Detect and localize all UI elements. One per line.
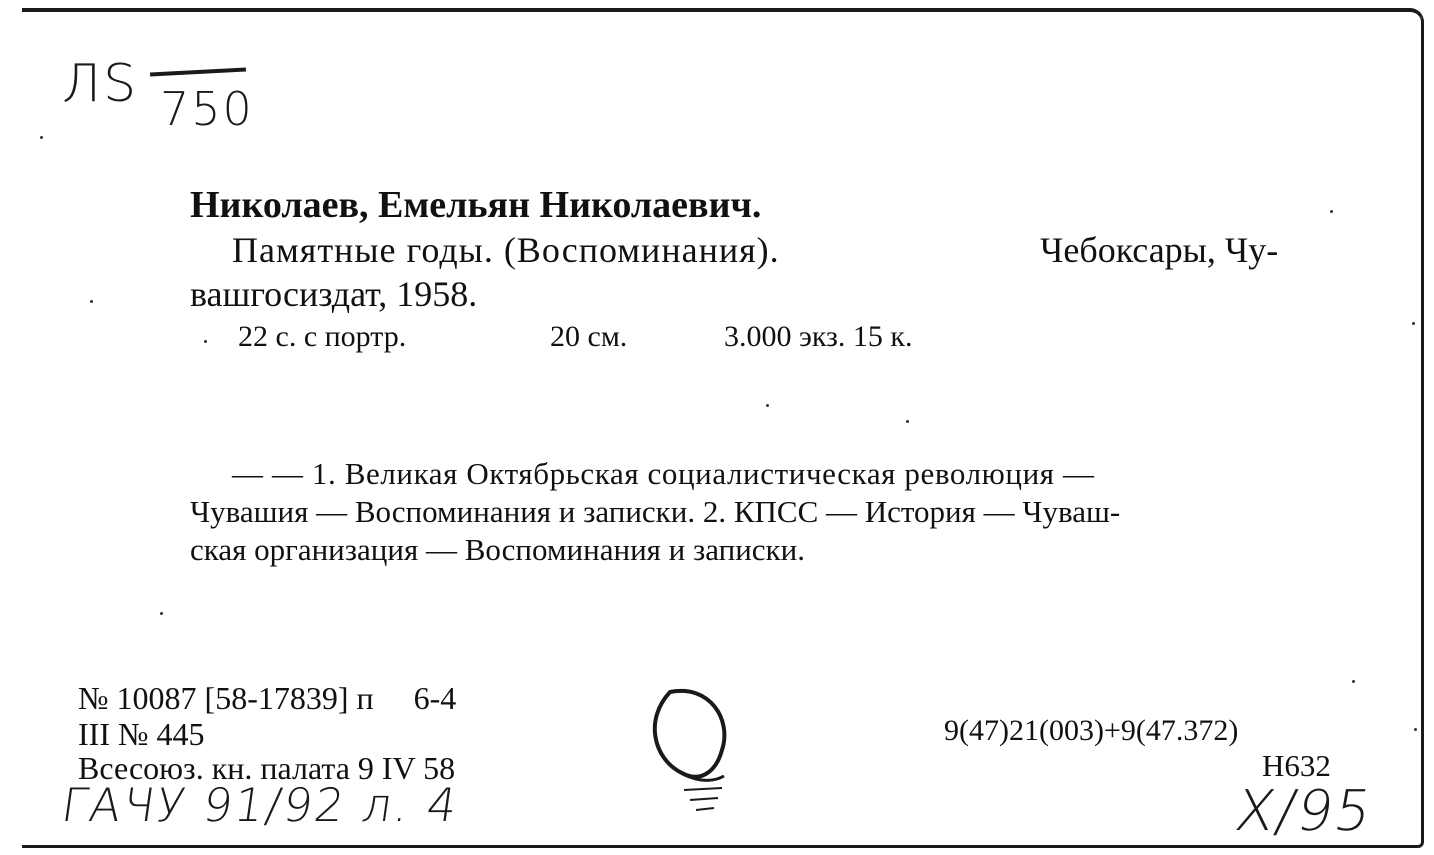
- subject-line-3: ская организация — Воспоминания и записки.: [190, 532, 805, 567]
- footer-chamber-line: Всесоюз. кн. палата 9 IV 58: [78, 750, 456, 786]
- scan-speck: [204, 340, 207, 343]
- physical-pages: 22 с. с портр.: [238, 320, 407, 353]
- scan-speck: [90, 300, 93, 303]
- scan-speck: [1412, 322, 1415, 325]
- scan-speck: [1352, 680, 1355, 683]
- scan-speck: [906, 420, 909, 423]
- teardrop-stamp-icon: [640, 680, 760, 830]
- scan-speck: [40, 136, 43, 139]
- footer-number-line: № 10087 [58-17839] п 6-4: [78, 680, 457, 716]
- handwritten-prefix: ЛS: [62, 54, 139, 114]
- physical-copies-price: 3.000 экз. 15 к.: [724, 320, 913, 353]
- classification-code: 9(47)21(003)+9(47.372): [944, 714, 1239, 747]
- title-line: Памятные годы. (Воспоминания).: [232, 230, 780, 270]
- publisher-line-1: Чебоксары, Чу-: [1040, 230, 1279, 270]
- handwritten-number: 750: [160, 82, 254, 136]
- publisher-line-2: вашгосиздат, 1958.: [190, 274, 478, 314]
- author-mark: Н632: [1262, 748, 1331, 783]
- author-heading: Николаев, Емельян Николаевич.: [190, 184, 762, 226]
- handwritten-archive-note: ГАЧУ 91/92 л. 4: [58, 778, 463, 832]
- scan-speck: [160, 612, 163, 615]
- scan-speck: [766, 404, 769, 407]
- subject-line-1: — — 1. Великая Октябрьская социалистическая революция —: [232, 456, 1095, 491]
- scan-speck: [1414, 728, 1417, 731]
- scan-speck: [1330, 210, 1333, 213]
- physical-size: 20 см.: [550, 320, 628, 353]
- footer-series-line: III № 445: [78, 716, 205, 752]
- handwritten-shelf-mark: Х/95: [1230, 779, 1379, 844]
- scan-speck: [1420, 16, 1423, 19]
- subject-line-2: Чувашия — Воспоминания и записки. 2. КПСС — История — Чуваш-: [190, 494, 1121, 529]
